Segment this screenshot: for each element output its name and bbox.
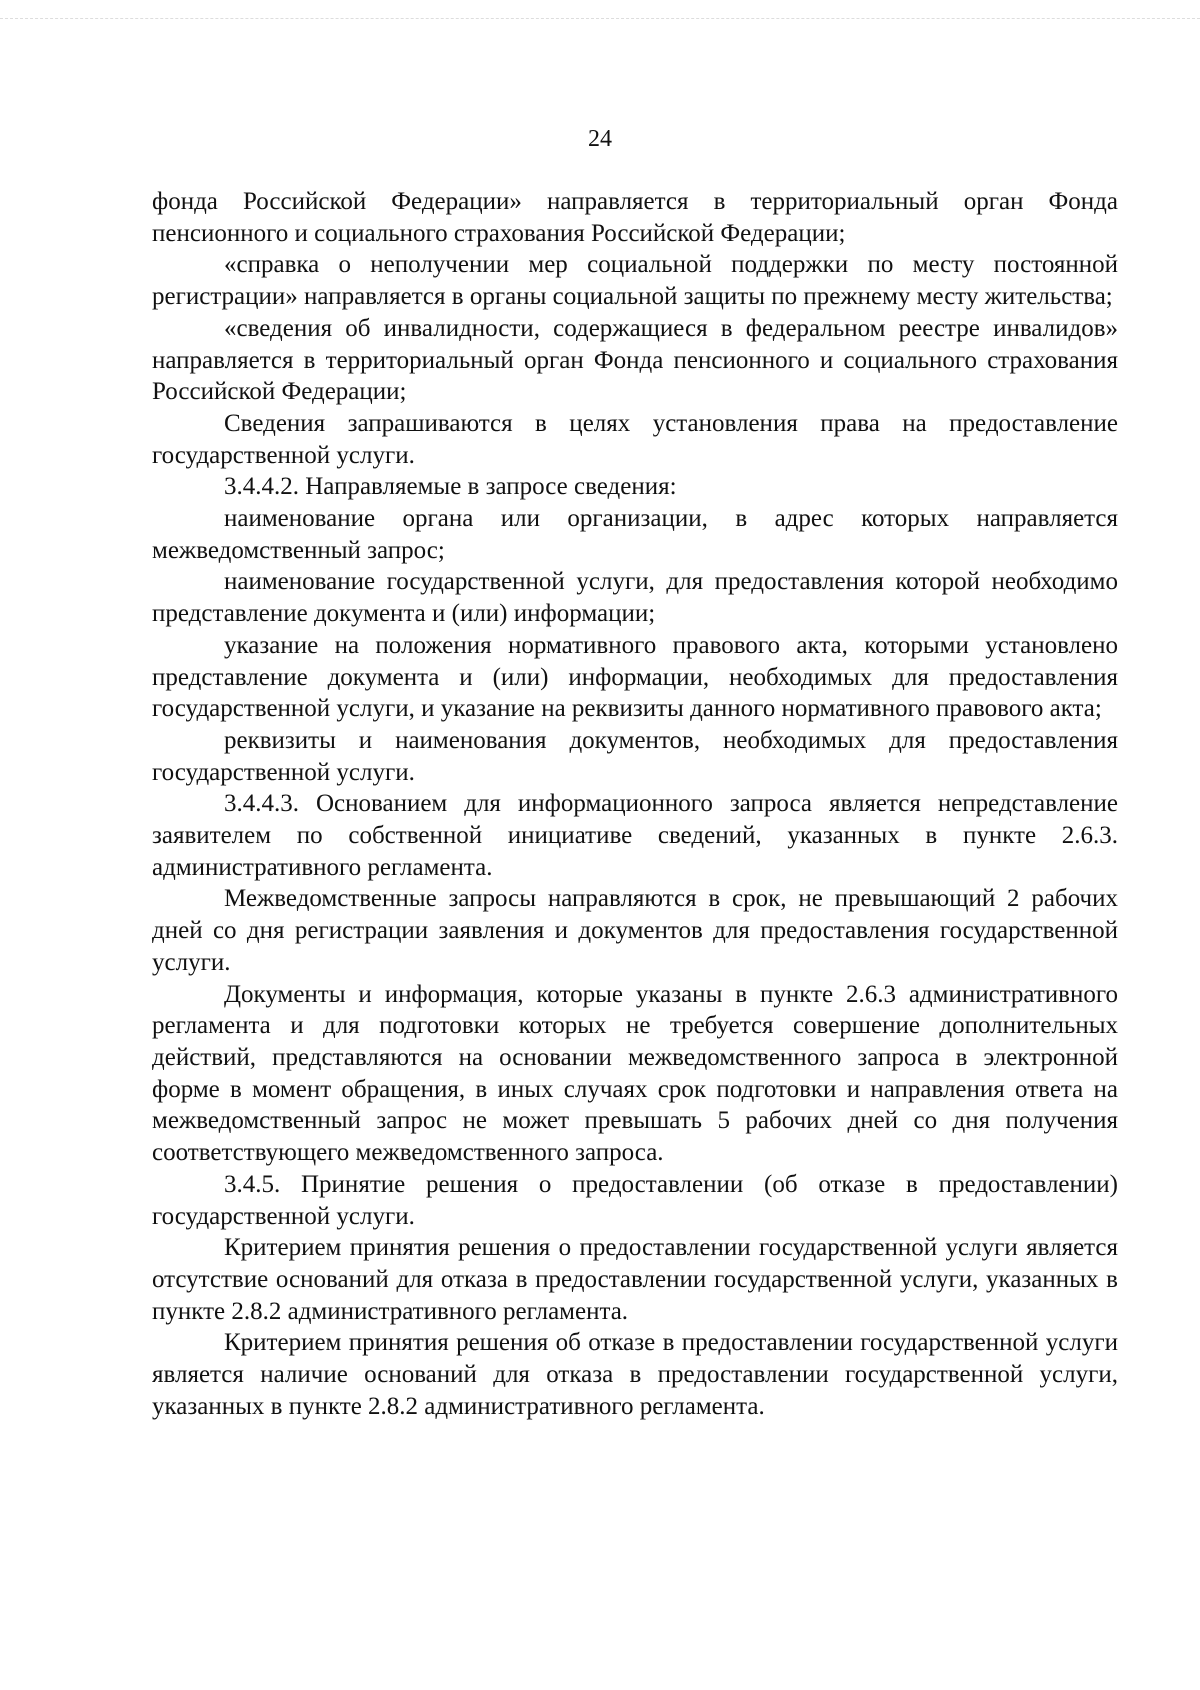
scan-edge-artifact [0, 18, 1200, 23]
paragraph: Сведения запрашиваются в целях установления права на предоставление государственной услуги. [152, 409, 1118, 469]
paragraph: Критерием принятия решения о предоставлении государственной услуги является отсутствие оснований для отказа в предоставлении государственной услуги, указанных в пункте 2.8.2 административного регламента. [152, 1234, 1118, 1325]
paragraph-continuation: фонда Российской Федерации» направляется в территориальный орган Фонда пенсионного и социального страхования Российской Федерации; [152, 188, 1118, 247]
document-body [152, 186, 1118, 1422]
paragraph: Межведомственные запросы направляются в срок, не превышающий 2 рабочих дней со дня регистрации заявления и документов для предоставления государственной услуги. [152, 885, 1118, 976]
paragraph: наименование государственной услуги, для предоставления которой необходимо представление документа и (или) информации; [152, 568, 1118, 628]
page-number: 24 [588, 126, 612, 152]
paragraph-section-heading: 3.4.4.2. Направляемые в запросе сведения: [224, 473, 677, 501]
paragraph: Критерием принятия решения об отказе в предоставлении государственной услуги является наличие оснований для отказа в предоставлении государственной услуги, указанных в пункте 2.8.2 административного регламента. [152, 1329, 1118, 1420]
paragraph: указание на положения нормативного правового акта, которыми установлено представление документа и (или) информации, необходимых для предоставления государственной услуги, и указание на реквизиты данного нормативного правового акта; [152, 631, 1118, 723]
paragraph: реквизиты и наименования документов, необходимых для предоставления государственной услуги. [152, 726, 1118, 786]
paragraph-section-heading: 3.4.4.3. Основанием для информационного запроса является непредставление заявителем по собственной инициативе сведений, указанных в пункте 2.6.3. административного регламента. [152, 790, 1118, 881]
paragraph: «сведения об инвалидности, содержащиеся в федеральном реестре инвалидов» направляется в территориальный орган Фонда пенсионного и социального страхования Российской Федерации; [152, 314, 1118, 406]
paragraph: наименование органа или организации, в адрес которых направляется межведомственный запрос; [152, 505, 1118, 564]
paragraph: «справка о неполучении мер социальной поддержки по месту постоянной регистрации» направляется в органы социальной защиты по прежнему месту жительства; [152, 251, 1118, 311]
paragraph-section-heading: 3.4.5. Принятие решения о предоставлении (об отказе в предоставлении) государственной услуги. [152, 1170, 1118, 1230]
paragraph: Документы и информация, которые указаны в пункте 2.6.3 административного регламента и для подготовки которых не требуется совершение дополнительных действий, представляются на основании межведомственного запроса в электронной форме в момент обращения, в иных случаях срок подготовки и направления ответа на межведомственный запрос не может превышать 5 рабочих дней со дня получения соответствующего межведомственного запроса. [152, 980, 1118, 1167]
